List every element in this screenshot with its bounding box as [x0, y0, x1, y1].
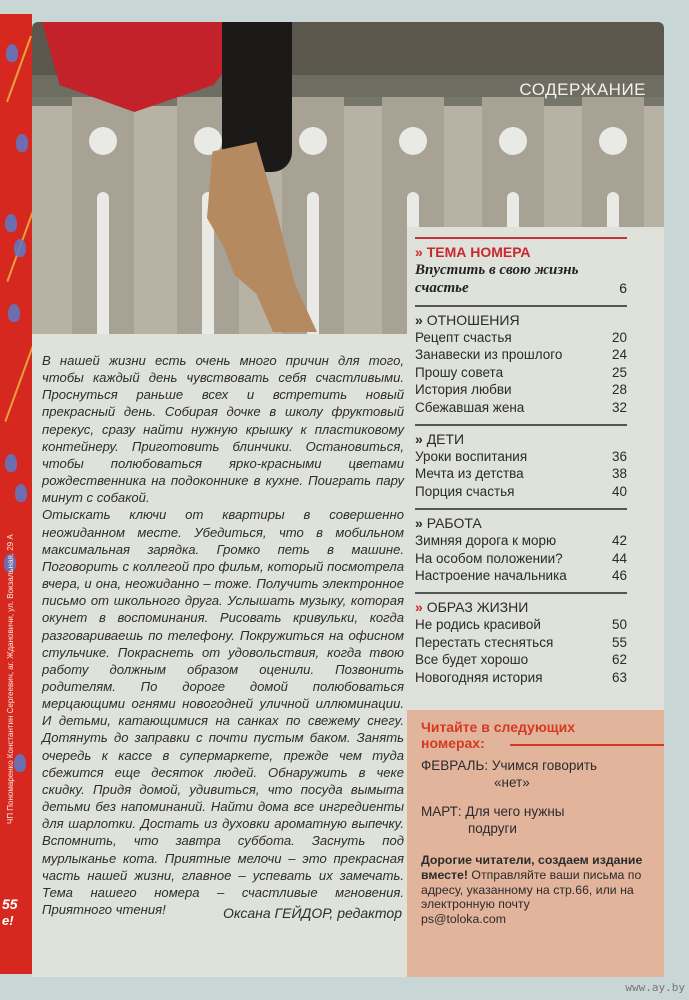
next-issue-topic: Учимся говорить [491, 758, 598, 773]
toc-item[interactable] [415, 346, 627, 363]
section-title: СОДЕРЖАНИЕ [519, 80, 646, 99]
toc-page-number: 32 [611, 399, 627, 415]
toc-item[interactable] [415, 364, 627, 381]
bluebell-flower [5, 214, 17, 232]
editor-signature: Оксана ГЕЙДОР, редактор [223, 905, 402, 921]
toc-section-relationships [415, 311, 627, 329]
toc-page-number: 55 [611, 634, 627, 650]
contact-email-link[interactable]: ps@toloka.com [421, 912, 506, 927]
toc-item[interactable] [415, 567, 627, 584]
bluebell-flower [5, 454, 17, 472]
chevron-marker-icon: » [415, 431, 423, 448]
chevron-marker-icon: » [415, 312, 423, 328]
toc-item[interactable] [415, 381, 627, 398]
toc-page-number: 25 [611, 364, 627, 380]
next-issues-heading-line: Читайте в следующих [421, 719, 576, 735]
divider [415, 508, 627, 510]
next-issues-heading-line: номерах: [421, 735, 485, 751]
toc-item-title: Порция счастья [415, 483, 515, 499]
toc-item-title: Новогодняя история [415, 669, 543, 685]
readers-appeal-bold: Дорогие читатели, создаем издание вместе! [421, 853, 643, 882]
bluebell-flower [15, 484, 27, 502]
toc-page-number: 6 [619, 280, 627, 296]
toc-section-lead [415, 243, 627, 261]
toc-page-number: 38 [611, 466, 627, 482]
bluebell-flower [16, 134, 28, 152]
toc-item[interactable] [415, 399, 627, 416]
toc-item-title: Сбежавшая жена [415, 399, 525, 415]
chevron-marker-icon: » [415, 515, 423, 532]
divider [415, 305, 627, 307]
toc-item-title: История любви [415, 382, 512, 398]
toc-item-title: На особом положении? [415, 550, 563, 566]
readers-appeal [421, 853, 656, 927]
toc-item-title: Мечта из детства [415, 466, 524, 482]
toc-item-title: Зимняя дорога к морю [415, 533, 557, 549]
next-issue-topic: подруги [468, 821, 517, 836]
editorial-paragraph: В нашей жизни есть очень много причин для того, чтобы каждый день чувствовать себя счастливыми. Проснуться раньше всех и встретить новый прекрасный день. Собирая дочке в школу фруктовый перекус, сразу найти нужную крышку к пластиковому контейнеру. Приготовить блинчики. Остановиться, чтобы полюбоваться ярко-красными цветами рождественника на подоконнике в кухне. Поиграть пару минут с собакой. [42, 353, 404, 506]
toc-page-number: 62 [611, 652, 627, 668]
toc-page-number: 63 [611, 669, 627, 685]
toc-lead-title: счастье [415, 280, 469, 296]
toc-item-title: Рецепт счастья [415, 330, 512, 345]
magazine-page [32, 22, 664, 977]
bluebell-flower [6, 44, 18, 62]
divider [415, 237, 627, 239]
toc-page-number: 24 [611, 347, 627, 363]
bench-baluster [72, 97, 134, 334]
divider [415, 424, 627, 426]
toc-page-number: 40 [611, 483, 627, 499]
toc-item-title: Занавески из прошлого [415, 347, 563, 363]
toc-section-title: ОБРАЗ ЖИЗНИ [426, 599, 529, 616]
toc-item[interactable] [415, 669, 627, 686]
toc-page-number: 46 [611, 568, 627, 584]
toc-lead-title: Впустить в свою жизнь [415, 262, 579, 278]
toc-section-lifestyle [415, 598, 627, 616]
toc-page-number: 28 [611, 382, 627, 398]
bluebell-flower [8, 304, 20, 322]
toc-item-title: Не родись красивой [415, 617, 541, 633]
next-issue-month: МАРТ: [421, 804, 462, 819]
toc-lead-article[interactable] [415, 279, 627, 297]
next-issue-month: ФЕВРАЛЬ: [421, 758, 489, 773]
divider [415, 592, 627, 594]
bluebell-flower [14, 754, 26, 772]
toc-page-number: 36 [611, 449, 627, 465]
next-issue-topic: Для чего нужны [465, 804, 565, 819]
readers-appeal-text: Отправляйте ваши письма по адресу, указанному на стр.66, или на электронную почту [421, 867, 642, 912]
next-issue-february [421, 757, 597, 791]
next-issue-march [421, 803, 564, 837]
toc-section-children [415, 430, 627, 448]
spine-number: 55 [2, 896, 18, 912]
divider [510, 744, 664, 746]
next-issue-topic: «нет» [494, 775, 530, 790]
toc-item[interactable] [415, 651, 627, 668]
toc-item-title: Прошу совета [415, 364, 504, 380]
toc-item[interactable] [415, 329, 627, 346]
spine-imprint: ЧП Пономаренко Константин Сергеевич, аг. Ждановичи, ул. Вокзальная, 29 А [6, 534, 15, 824]
chevron-marker-icon: » [415, 244, 423, 260]
toc-page-number: 42 [611, 533, 627, 549]
toc-item[interactable] [415, 616, 627, 633]
editorial-paragraph: Отыскать ключи от квартиры в совершенно неожиданном месте. Убедиться, что в мобильном максимальная зарядка. Громко петь в машине. Поговорить с коллегой про фильм, который посмотрела вчера, и она, неожиданно – тоже. Получить электронное письмо от школьного друга. Услышать музыку, которая окунет в воспоминания. Рисовать кривульки, когда разговариваешь по телефону. Покружиться на офисном стульчике. Покраснеть от удовольствия, когда твою работу должным образом оценили. Позвонить родителям. По дороге домой полюбоваться мерцающими огнями новогодней уличной иллюминации. И детьми, катающимися на санках по свежему снегу. Дотянуть до заправки с почти пустым баком. Занять очередь к кассе в супермаркете, прежде чем туда сбежится еще десяток людей. Обнаружить в чеке скидку. Придя домой, удивиться, что посуда вымыта детьми без напоминаний. Найти дома все ингредиенты для шарлотки. Достать из духовки ароматную выпечку. Вспомнить, что завтра суббота. Заснуть под мурлыканье кота. Приятные мелочи – это прекрасная часть нашей жизни, главное – успевать их замечать. Тема нашего номера – счастливые мгновения. Приятного чтения! [42, 507, 404, 917]
toc-item[interactable] [415, 465, 627, 482]
watermark: www.ay.by [625, 981, 685, 994]
toc-item[interactable] [415, 634, 627, 651]
toc-section-title: ДЕТИ [426, 431, 465, 448]
toc-item-title: Уроки воспитания [415, 449, 528, 465]
toc-page-number: 20 [611, 330, 627, 345]
toc-section-title: ТЕМА НОМЕРА [426, 244, 531, 260]
chevron-marker-icon: » [415, 599, 423, 616]
toc-item[interactable] [415, 448, 627, 465]
toc-section-title: РАБОТА [426, 515, 482, 532]
toc-item[interactable] [415, 483, 627, 500]
toc-page-number: 50 [611, 617, 627, 633]
editorial-text [42, 352, 404, 918]
table-of-contents [407, 227, 664, 713]
magazine-spine [0, 14, 32, 974]
spine-fragment: e! [2, 913, 14, 928]
next-issues-box [407, 710, 664, 977]
toc-section-title: ОТНОШЕНИЯ [426, 312, 520, 328]
toc-section-work [415, 514, 627, 532]
toc-item[interactable] [415, 550, 627, 567]
toc-lead-article[interactable] [415, 261, 627, 279]
toc-item-title: Настроение начальника [415, 568, 567, 584]
toc-item-title: Перестать стесняться [415, 634, 554, 650]
toc-item[interactable] [415, 532, 627, 549]
toc-item-title: Все будет хорошо [415, 652, 529, 668]
next-issues-heading [421, 719, 651, 751]
bluebell-flower [14, 239, 26, 257]
flower-stem [4, 346, 32, 422]
toc-page-number: 44 [611, 550, 627, 566]
